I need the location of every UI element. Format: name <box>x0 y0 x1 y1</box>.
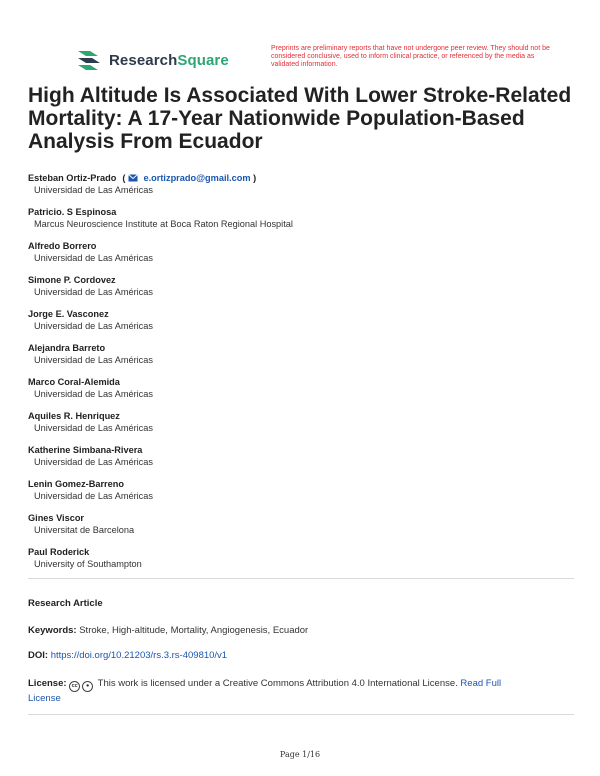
envelope-icon <box>128 174 138 182</box>
email-link[interactable]: e.ortizprado@gmail.com <box>143 173 251 183</box>
author-item <box>28 410 576 444</box>
author-item <box>28 512 576 546</box>
author-affiliation: University of Southampton <box>34 559 142 569</box>
cc-icon: cc <box>69 681 80 692</box>
author-item <box>28 172 576 206</box>
keywords-row <box>28 624 568 638</box>
page-number: Page 1/16 <box>279 750 321 759</box>
preprint-notice: Preprints are preliminary reports that have not undergone peer review. They should not be considered conclusive, used to inform clinical practice, or referenced by the media as validated information. <box>271 45 550 68</box>
logo-text <box>109 52 229 69</box>
logo-text-square: Square <box>177 51 229 69</box>
author-item <box>28 478 576 512</box>
license-row <box>28 677 568 706</box>
logo-text-research: Research <box>109 51 178 69</box>
author-affiliation: Universidad de Las Américas <box>34 423 153 433</box>
read-full-license-link[interactable]: Read Full License <box>28 678 502 704</box>
license-label: License: <box>28 678 67 689</box>
author-affiliation: Universidad de Las Américas <box>34 185 153 195</box>
author-name: Patricio. S Espinosa <box>28 207 117 217</box>
author-item <box>28 206 576 240</box>
author-item <box>28 308 576 342</box>
author-list <box>28 172 576 580</box>
article-type: Research Article <box>28 598 103 609</box>
author-name: Paul Roderick <box>28 547 90 557</box>
divider <box>28 714 574 715</box>
license-text: This work is licensed under a Creative Commons Attribution 4.0 International License. <box>97 678 458 689</box>
research-square-logo[interactable] <box>76 47 229 73</box>
author-affiliation: Universidad de Las Américas <box>34 355 153 365</box>
doi-label: DOI: <box>28 650 49 661</box>
author-affiliation: Universidad de Las Américas <box>34 253 153 263</box>
author-name: Gines Viscor <box>28 513 85 523</box>
author-name: Marco Coral-Alemida <box>28 377 120 387</box>
author-name: Esteban Ortiz-Prado <box>28 173 117 183</box>
author-item <box>28 274 576 308</box>
author-item <box>28 240 576 274</box>
author-name: Simone P. Cordovez <box>28 275 116 285</box>
corresponding-email: ( e.ortizprado@gmail.com ) <box>122 173 257 183</box>
author-item <box>28 342 576 376</box>
author-affiliation: Universidad de Las Américas <box>34 321 153 331</box>
author-name: Jorge E. Vasconez <box>28 309 109 319</box>
doi-row <box>28 649 568 663</box>
author-affiliation: Marcus Neuroscience Institute at Boca Raton Regional Hospital <box>34 219 293 229</box>
author-affiliation: Universidad de Las Américas <box>34 491 153 501</box>
keywords-label: Keywords: <box>28 625 77 636</box>
attribution-icon: ● <box>82 681 93 692</box>
research-square-logo-icon <box>76 47 102 73</box>
author-item <box>28 546 576 580</box>
author-affiliation: Universidad de Las Américas <box>34 457 153 467</box>
author-name: Katherine Simbana-Rivera <box>28 445 143 455</box>
paper-title: High Altitude Is Associated With Lower Stroke-Related Mortality: A 17-Year Nationwide Population-Based Analysis From Ecuador <box>28 84 572 153</box>
author-name: Lenin Gomez-Barreno <box>28 479 124 489</box>
divider <box>28 578 574 579</box>
author-affiliation: Universidad de Las Américas <box>34 389 153 399</box>
author-affiliation: Universidad de Las Américas <box>34 287 153 297</box>
doi-link[interactable]: https://doi.org/10.21203/rs.3.rs-409810/v1 <box>50 650 228 661</box>
author-name: Aquiles R. Henriquez <box>28 411 120 421</box>
keywords-value: Stroke, High-altitude, Mortality, Angiogenesis, Ecuador <box>79 625 309 636</box>
author-item <box>28 444 576 478</box>
author-item <box>28 376 576 410</box>
author-name: Alejandra Barreto <box>28 343 106 353</box>
author-name: Alfredo Borrero <box>28 241 97 251</box>
author-affiliation: Universitat de Barcelona <box>34 525 135 535</box>
